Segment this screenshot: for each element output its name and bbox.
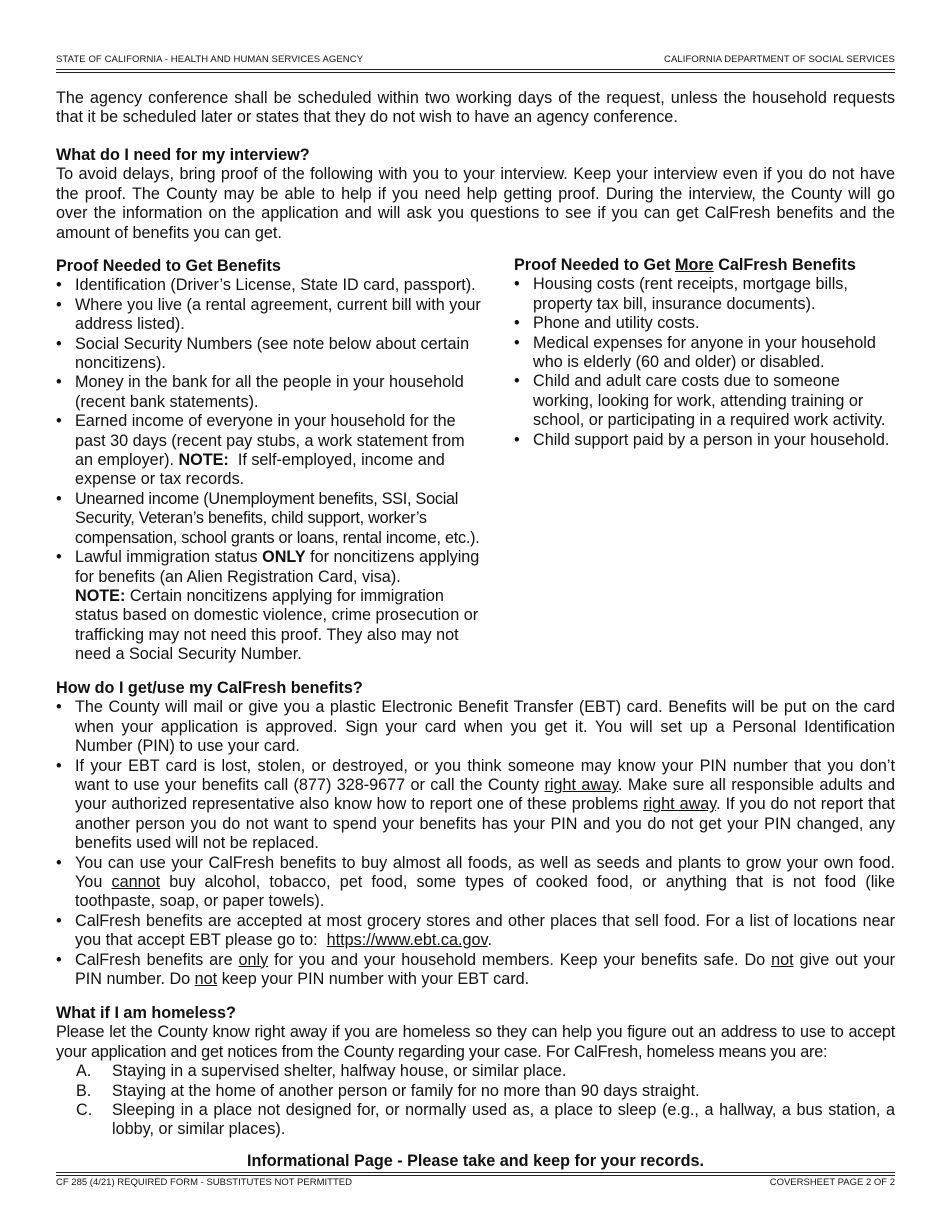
informational-note: Informational Page - Please take and keep for your records. [247, 1152, 704, 1170]
benefits-section [56, 679, 895, 990]
page-number: COVERSHEET PAGE 2 OF 2 [769, 1177, 895, 1188]
list-item: • CalFresh benefits are only for you and your household members. Keep your benefits safe. Do not give out your PIN number. Do not keep your PIN number with your EBT card. [56, 950, 896, 989]
proof-more-benefits-column [514, 256, 896, 450]
list-item: • Phone and utility costs. [514, 314, 700, 333]
interview-section [56, 146, 895, 243]
footer-rule [56, 1175, 895, 1176]
list-item: • Medical expenses for anyone in your household who is elderly (60 and older) or disabled. [514, 333, 876, 372]
homeless-heading: What if I am homeless? [56, 1004, 236, 1022]
list-item: • Social Security Numbers (see note below about certain noncitizens). [56, 334, 470, 373]
benefits-heading: How do I get/use my CalFresh benefits? [56, 679, 363, 697]
form-number: CF 285 (4/21) REQUIRED FORM - SUBSTITUTES NOT PERMITTED [56, 1177, 352, 1188]
intro-paragraph: The agency conference shall be scheduled within two working days of the request, unless the household requests that it be scheduled later or states that they do not wish to have an agency conference. [56, 89, 895, 127]
list-item: • The County will mail or give you a plastic Electronic Benefit Transfer (EBT) card. Benefits will be put on the card when your application is approved. Sign your card when you get it. You will set up a Personal Identification Number (PIN) to use your card. [56, 698, 895, 756]
header-rule [56, 69, 895, 70]
homeless-section [56, 1004, 895, 1140]
list-item: • Child and adult care costs due to someone working, looking for work, attending training or school, or participating in a required work activity. [514, 372, 886, 430]
list-item: A. Staying in a supervised shelter, halfway house, or similar place. [76, 1062, 567, 1081]
footer-rule [56, 1172, 895, 1173]
proof-more-benefits-list [514, 275, 896, 450]
list-item: • CalFresh benefits are accepted at most grocery stores and other places that sell food. For a list of locations near you that accept EBT please go to: https://www.ebt.ca.gov. [56, 911, 895, 950]
department-name: CALIFORNIA DEPARTMENT OF SOCIAL SERVICES [664, 54, 895, 65]
list-item: • Money in the bank for all the people in your household (recent bank statements). [56, 373, 464, 411]
homeless-body: Please let the County know right away if you are homeless so they can help you figure out an address to use to accept your application and get notices from the County regarding your case. For CalFresh, homeless means you are: [56, 1023, 895, 1061]
agency-name: STATE OF CALIFORNIA - HEALTH AND HUMAN SERVICES AGENCY [56, 54, 364, 65]
proof-benefits-list [56, 276, 486, 664]
interview-heading: What do I need for my interview? [56, 146, 310, 164]
benefits-list [56, 698, 895, 989]
list-item: • Where you live (a rental agreement, current bill with your address listed). [56, 295, 481, 334]
list-item: • You can use your CalFresh benefits to buy almost all foods, as well as seeds and plants to grow your own food. You cannot buy alcohol, tobacco, pet food, some types of cooked food, or anything that is not food (like toothpaste, soap, or paper towels). [56, 853, 895, 911]
proof-benefits-heading: Proof Needed to Get Benefits [56, 257, 281, 275]
list-item: • Unearned income (Unemployment benefits, SSI, Social Security, Veteran’s benefits, child support, worker’s compensation, school grants or loans, rental income, etc.). [56, 489, 480, 547]
list-item: • Child support paid by a person in your household. [514, 430, 890, 449]
list-item: • Earned income of everyone in your household for the past 30 days (recent pay stubs, a work statement from an employer). NOTE: If self-employed, income and expense or tax records. [56, 412, 465, 489]
homeless-list [56, 1062, 895, 1140]
ebt-link[interactable]: https://www.ebt.ca.gov [326, 931, 488, 950]
list-item: • Identification (Driver’s License, State ID card, passport). [56, 276, 476, 295]
header-rule [56, 72, 895, 73]
list-item: • Housing costs (rent receipts, mortgage bills, property tax bill, insurance documents). [514, 275, 848, 313]
note-label: NOTE: [178, 451, 229, 470]
list-item: • If your EBT card is lost, stolen, or destroyed, or you think someone may know your PIN number that you don’t want to use your benefits call (877) 328-9677 or call the County right away. Make sure all responsible adults and your authorized representative also know how to report one of these problems right away. If you do not report that another person you do not want to spend your benefits has your PIN and you do not get your PIN changed, any benefits used will not be replaced. [56, 756, 895, 853]
list-item: • Lawful immigration status ONLY for noncitizens applying for benefits (an Alien Registration Card, visa). NOTE: Certain noncitizens applying for immigration status based on domestic violence, crime prosecution or trafficking may not need this proof. They also may not need a Social Security Number. [56, 548, 480, 664]
proof-benefits-column [56, 257, 486, 665]
interview-body: To avoid delays, bring proof of the following with you to your interview. Keep your interview even if you do not have the proof. The County may be able to help if you need help getting proof. During the interview, the County will go over the information on the application and will ask you questions to see if you can get CalFresh benefits and the amount of benefits you can get. [56, 165, 895, 242]
note-label: NOTE: [75, 586, 126, 605]
list-item: C. Sleeping in a place not designed for, or normally used as, a place to sleep (e.g., a hallway, a bus station, a lobby, or similar places). [76, 1101, 895, 1139]
list-item: B. Staying at the home of another person or family for no more than 90 days straight. [76, 1081, 700, 1100]
proof-more-benefits-heading: Proof Needed to Get More CalFresh Benefits [514, 256, 856, 274]
